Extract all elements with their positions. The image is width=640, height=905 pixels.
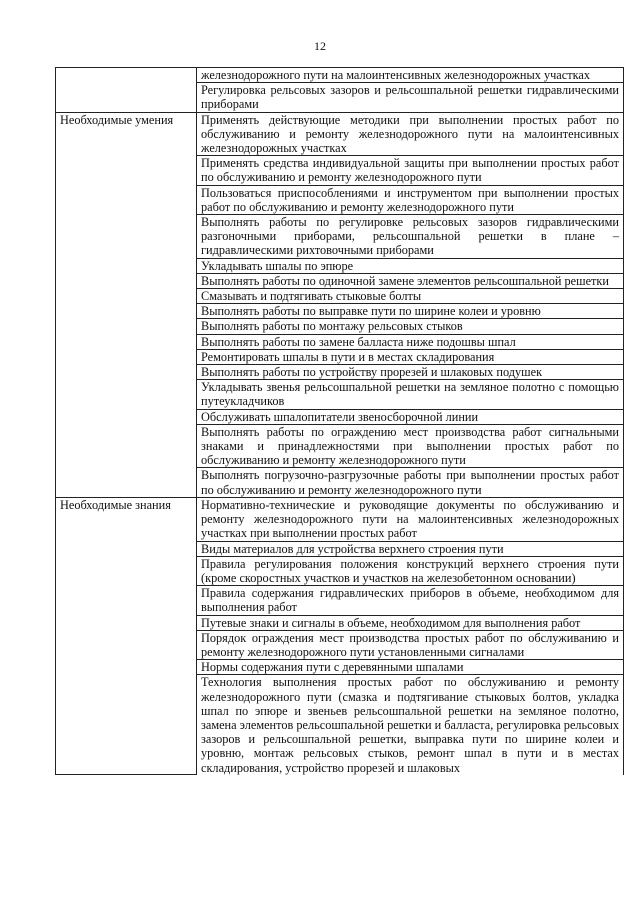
- knowledge-item: Путевые знаки и сигналы в объеме, необходимом для выполнения работ: [197, 615, 624, 630]
- skill-item: Выполнять работы по одиночной замене элементов рельсошпальной решетки: [197, 273, 624, 288]
- knowledge-item: Технология выполнения простых работ по обслуживанию и ремонту железнодорожного пути (смазка и подтягивание стыковых болтов, укладка шпал по эпюре и звеньев рельсошпальной решетки на земляное полотно, замена элементов рельсошпальной решетки и балласта, регулировка рельсовых зазоров и рельсошпальной решетки, выправка пути по ширине колеи и уровню, монтаж рельсовых стыков, ремонт шпал в пути и в местах складирования, устройство прорезей и шлаковых: [197, 675, 624, 775]
- skill-item: Выполнять погрузочно-разгрузочные работы при выполнении простых работ по обслуживанию и ремонту железнодорожного пути: [197, 468, 624, 497]
- skill-item: Укладывать звенья рельсошпальной решетки на земляное полотно с помощью путеукладчиков: [197, 380, 624, 409]
- continued-section-cell: [56, 68, 197, 113]
- table-row: [56, 497, 624, 541]
- table-row: [56, 112, 624, 156]
- skill-item: Пользоваться приспособлениями и инструментом при выполнении простых работ по обслуживанию и ремонту железнодорожного пути: [197, 185, 624, 214]
- knowledge-item: Правила содержания гидравлических приборов в объеме, необходимом для выполнения работ: [197, 586, 624, 615]
- competency-table: [55, 67, 624, 775]
- skill-item: Выполнять работы по регулировке рельсовых зазоров гидравлическими разгоночными приборами, рельсошпальной решетки в плане – гидравлическими рихтовочными приборами: [197, 215, 624, 259]
- skill-item: Смазывать и подтягивать стыковые болты: [197, 289, 624, 304]
- skill-item: Выполнять работы по выправке пути по ширине колеи и уровню: [197, 304, 624, 319]
- page-number: 12: [314, 39, 326, 53]
- skill-item: Обслуживать шпалопитатели звеносборочной линии: [197, 409, 624, 424]
- continued-item: железнодорожного пути на малоинтенсивных железнодорожных участках: [197, 68, 624, 83]
- knowledge-item: Правила регулирования положения конструкций верхнего строения пути (кроме скоростных участков и участков на железобетонном основании): [197, 556, 624, 585]
- knowledge-label: Необходимые знания: [56, 497, 197, 774]
- skill-item: Применять средства индивидуальной защиты при выполнении простых работ по обслуживанию и ремонту железнодорожного пути: [197, 156, 624, 185]
- knowledge-item: Нормы содержания пути с деревянными шпалами: [197, 660, 624, 675]
- skills-label: Необходимые умения: [56, 112, 197, 497]
- skill-item: Выполнять работы по монтажу рельсовых стыков: [197, 319, 624, 334]
- knowledge-item: Порядок ограждения мест производства простых работ по обслуживанию и ремонту железнодорожного пути установленными сигналами: [197, 630, 624, 659]
- skill-item: Выполнять работы по устройству прорезей и шлаковых подушек: [197, 365, 624, 380]
- skill-item: Выполнять работы по ограждению мест производства работ сигнальными знаками и принадлежностями при выполнении простых работ по обслуживанию и ремонту железнодорожного пути: [197, 424, 624, 468]
- skill-item: Применять действующие методики при выполнении простых работ по обслуживанию и ремонту железнодорожного пути на малоинтенсивных железнодорожных участках: [197, 112, 624, 156]
- knowledge-item: Нормативно-технические и руководящие документы по обслуживанию и ремонту железнодорожного пути на малоинтенсивных железнодорожных участках при выполнении простых работ: [197, 497, 624, 541]
- skill-item: Укладывать шпалы по эпюре: [197, 258, 624, 273]
- table-row: [56, 68, 624, 83]
- skill-item: Ремонтировать шпалы в пути и в местах складирования: [197, 349, 624, 364]
- continued-item: Регулировка рельсовых зазоров и рельсошпальной решетки гидравлическими приборами: [197, 83, 624, 112]
- knowledge-item: Виды материалов для устройства верхнего строения пути: [197, 541, 624, 556]
- skill-item: Выполнять работы по замене балласта ниже подошвы шпал: [197, 334, 624, 349]
